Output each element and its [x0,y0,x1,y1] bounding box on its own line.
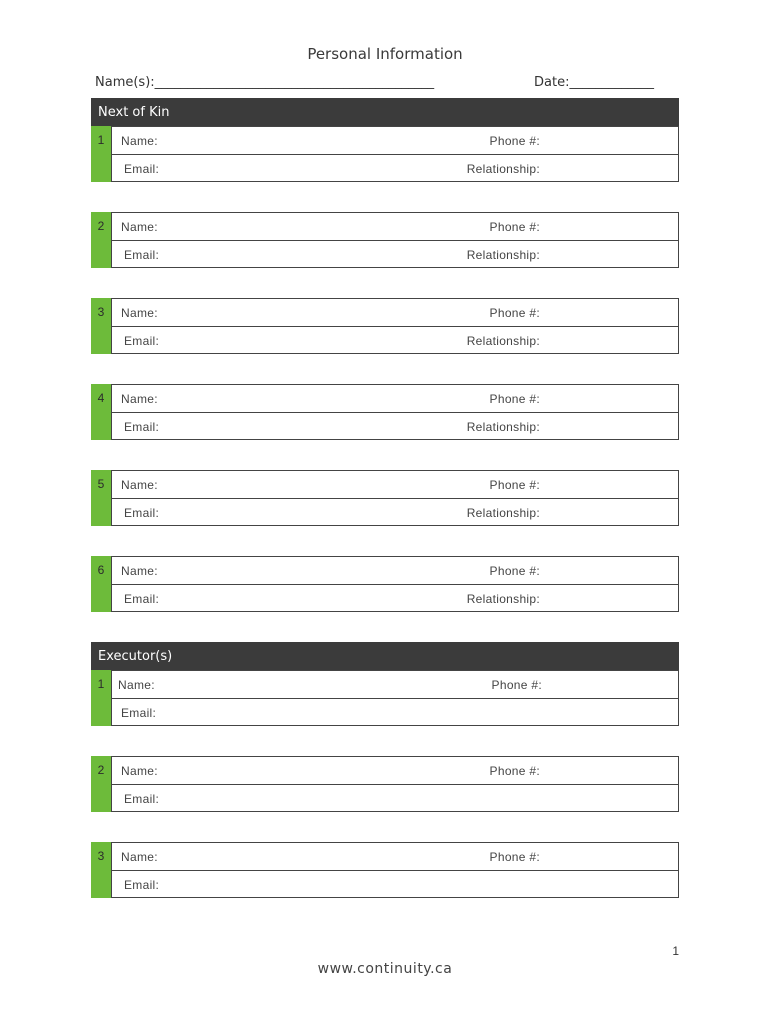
next-of-kin-entry-3 [91,298,679,354]
email-label: Email: [124,420,160,434]
entry-number-bar [91,556,111,612]
name-row[interactable] [112,213,678,241]
entry-number: 2 [97,219,105,233]
phone-label: Phone #: [489,134,540,148]
email-label: Email: [124,162,160,176]
relationship-label: Relationship: [466,248,540,262]
email-label: Email: [124,334,160,348]
name-label: Name: [121,764,158,778]
name-label: Name: [121,306,158,320]
name-label: Name: [121,478,158,492]
name-label: Name: [121,220,158,234]
relationship-label: Relationship: [466,334,540,348]
phone-label: Phone #: [489,764,540,778]
email-row[interactable] [112,327,678,354]
email-row[interactable] [112,413,678,440]
phone-label: Phone #: [491,678,542,692]
entry-number-bar [91,126,111,182]
page-title: Personal Information [307,45,463,63]
name-row[interactable] [112,471,678,499]
email-row[interactable] [112,585,678,612]
name-row[interactable] [112,557,678,585]
entry-rows [111,384,679,440]
entry-number-bar [91,470,111,526]
relationship-label: Relationship: [466,592,540,606]
next-of-kin-entry-5 [91,470,679,526]
phone-label: Phone #: [489,220,540,234]
entry-rows [111,212,679,268]
email-label: Email: [124,792,160,806]
email-row[interactable] [112,155,678,182]
next-of-kin-heading: Next of Kin [91,98,679,126]
email-row[interactable] [112,871,678,898]
next-of-kin-entry-1 [91,126,679,182]
entry-number-bar [91,212,111,268]
phone-label: Phone #: [489,392,540,406]
entry-number: 4 [97,391,105,405]
entry-rows [111,298,679,354]
entry-rows [111,756,679,812]
executor-entry-2 [91,756,679,812]
relationship-label: Relationship: [466,506,540,520]
names-field[interactable]: Name(s):___________________________________________ [95,75,435,90]
footer-website: www.continuity.ca [317,961,453,977]
entry-rows [111,470,679,526]
email-label: Email: [121,706,157,720]
entry-number: 6 [97,563,105,577]
email-row[interactable] [112,499,678,526]
email-row[interactable] [112,241,678,268]
entry-rows [111,556,679,612]
executor-entry-1 [91,670,679,726]
name-row[interactable] [112,127,678,155]
name-label: Name: [121,564,158,578]
entry-number: 1 [97,677,105,691]
entry-number: 5 [97,477,105,491]
phone-label: Phone #: [489,478,540,492]
phone-label: Phone #: [489,306,540,320]
next-of-kin-entry-2 [91,212,679,268]
next-of-kin-entry-4 [91,384,679,440]
name-label: Name: [121,850,158,864]
entry-rows [111,126,679,182]
next-of-kin-entry-6 [91,556,679,612]
executor-entry-3 [91,842,679,898]
email-label: Email: [124,248,160,262]
entry-number-bar [91,756,111,812]
name-label: Name: [121,392,158,406]
entry-number: 2 [97,763,105,777]
entry-rows [111,670,679,726]
date-field[interactable]: Date:_____________ [534,75,654,90]
email-label: Email: [124,506,160,520]
email-label: Email: [124,592,160,606]
relationship-label: Relationship: [466,162,540,176]
name-label: Name: [121,134,158,148]
email-label: Email: [124,878,160,892]
email-row[interactable] [112,699,678,726]
email-row[interactable] [112,785,678,812]
entry-rows [111,842,679,898]
entry-number-bar [91,384,111,440]
phone-label: Phone #: [489,564,540,578]
entry-number: 3 [97,305,105,319]
page-number: 1 [672,944,679,958]
executors-heading: Executor(s) [91,642,679,670]
entry-number-bar [91,670,111,726]
entry-number: 3 [97,849,105,863]
phone-label: Phone #: [489,850,540,864]
name-row[interactable] [112,385,678,413]
entry-number-bar [91,842,111,898]
relationship-label: Relationship: [466,420,540,434]
entry-number: 1 [97,133,105,147]
name-row[interactable] [112,671,678,699]
name-row[interactable] [112,843,678,871]
name-row[interactable] [112,299,678,327]
entry-number-bar [91,298,111,354]
name-row[interactable] [112,757,678,785]
name-label: Name: [118,678,155,692]
